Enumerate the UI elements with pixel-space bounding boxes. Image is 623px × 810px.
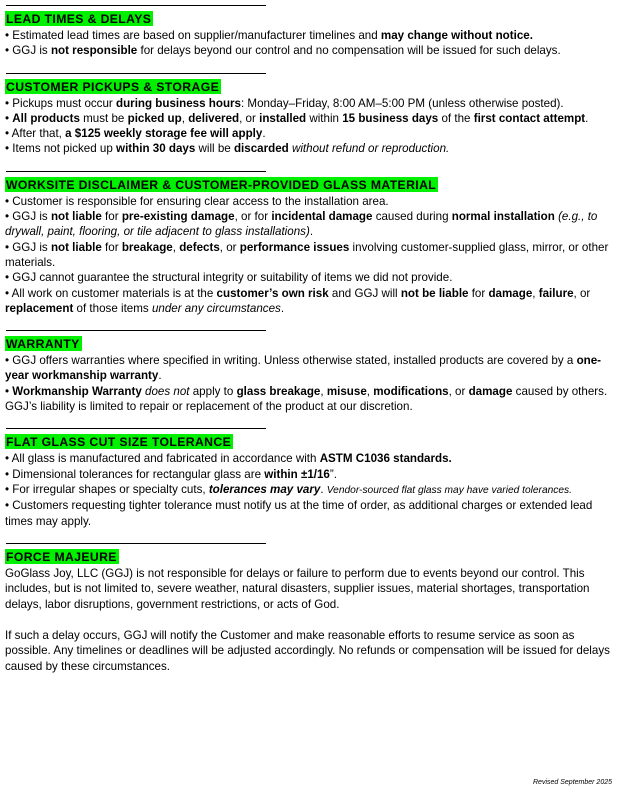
- text-run: Workmanship Warranty: [12, 384, 142, 398]
- text-run: • GGJ cannot guarantee the structural integrity or suitability of items we did not provide.: [5, 271, 453, 285]
- text-run: and GGJ will: [328, 286, 401, 300]
- text-run: , or: [239, 111, 260, 125]
- section-divider: [6, 330, 266, 331]
- list-item: [5, 43, 615, 58]
- section-cut-tolerance: [5, 428, 615, 528]
- text-run: All products: [12, 111, 80, 125]
- text-run: .: [262, 127, 266, 141]
- section-divider: [6, 73, 266, 74]
- text-run: .: [320, 482, 327, 496]
- text-run: modifications: [373, 384, 449, 398]
- revision-note: Revised September 2025: [533, 779, 612, 786]
- text-run: ”.: [329, 467, 337, 481]
- list-item: [5, 141, 615, 156]
- list-item: [5, 194, 615, 209]
- text-run: not liable: [50, 240, 102, 254]
- list-item: [5, 384, 615, 415]
- text-run: , or: [219, 240, 240, 254]
- text-run: tolerances may vary: [208, 482, 321, 496]
- text-run: does not: [145, 384, 190, 398]
- text-run: , or: [448, 384, 469, 398]
- section-divider: [6, 5, 266, 6]
- section-heading: FORCE MAJEURE: [6, 549, 117, 564]
- text-run: without refund or reproduction.: [291, 142, 450, 156]
- text-run: caused by others. GGJ’s liability is limited to repair or replacement of the product at our discretion.: [5, 384, 608, 414]
- text-run: during business hours: [116, 96, 241, 110]
- text-run: • All glass is manufactured and fabricated in accordance with: [5, 452, 320, 466]
- text-run: installed: [259, 111, 307, 125]
- section-divider: [6, 171, 266, 172]
- text-run: breakage: [121, 240, 173, 254]
- text-run: for delays beyond our control and no compensation will be issued for such delays.: [137, 44, 561, 58]
- text-run: , or for: [234, 210, 272, 224]
- text-run: 15 business days: [342, 111, 439, 125]
- text-run: damage: [468, 384, 513, 398]
- text-run: customer’s own risk: [216, 286, 329, 300]
- text-run: glass breakage: [236, 384, 321, 398]
- text-run: • All work on customer materials is at the: [5, 286, 217, 300]
- text-run: a $125 weekly storage fee will apply: [65, 127, 263, 141]
- text-run: damage: [488, 286, 533, 300]
- section-heading: CUSTOMER PICKUPS & STORAGE: [6, 79, 220, 94]
- text-run: involving customer-supplied glass, mirror, or other materials.: [5, 240, 609, 269]
- list-item: [5, 482, 615, 498]
- list-item: [5, 126, 615, 141]
- text-run: first contact attempt: [473, 111, 586, 125]
- text-run: delivered: [188, 111, 240, 125]
- text-run: misuse: [326, 384, 367, 398]
- text-run: • Estimated lead times are based on supplier/manufacturer timelines and: [5, 29, 381, 42]
- text-run: caused during: [372, 210, 452, 224]
- text-run: not be liable: [400, 286, 469, 300]
- text-run: may change without notice.: [380, 29, 533, 42]
- text-run: : Monday–Friday, 8:00 AM–5:00 PM (unless otherwise posted).: [240, 96, 564, 110]
- terms-document: [5, 5, 615, 688]
- text-run: will be: [195, 142, 234, 156]
- list-item: [5, 467, 615, 482]
- text-run: under any circumstances: [151, 301, 281, 315]
- text-run: • GGJ is: [5, 240, 51, 254]
- section-force-majeure: [5, 543, 615, 675]
- section-heading: FLAT GLASS CUT SIZE TOLERANCE: [6, 435, 232, 450]
- text-run: ,: [320, 384, 327, 398]
- text-run: incidental damage: [271, 210, 373, 224]
- section-divider: [6, 543, 266, 544]
- text-run: of those items: [73, 301, 152, 315]
- text-run: ASTM C1036 standards.: [319, 452, 452, 466]
- list-item: [5, 96, 615, 111]
- text-run: ,: [181, 111, 189, 125]
- text-run: picked up: [127, 111, 182, 125]
- text-run: ,: [366, 384, 374, 398]
- text-run: • For irregular shapes or specialty cuts,: [5, 482, 209, 496]
- text-run: .: [585, 111, 589, 125]
- text-run: defects: [179, 240, 220, 254]
- text-run: within: [306, 111, 343, 125]
- section-heading: WORKSITE DISCLAIMER & CUSTOMER-PROVIDED GLASS MATERIAL: [6, 177, 437, 192]
- text-run: not responsible: [50, 44, 138, 58]
- text-run: •: [5, 111, 13, 125]
- text-run: normal installation: [451, 210, 555, 224]
- list-item: [5, 286, 615, 317]
- list-item: [5, 209, 615, 240]
- text-run: • GGJ is: [5, 44, 51, 58]
- text-run: apply to: [189, 384, 237, 398]
- text-run: discarded: [233, 142, 289, 156]
- list-item: [5, 451, 615, 466]
- section-worksite-disclaimer: [5, 171, 615, 316]
- section-pickups-storage: [5, 73, 615, 157]
- text-run: (e.g., to drywall, paint, flooring, or tile adjacent to glass installations): [5, 210, 598, 239]
- text-run: pre-existing damage: [121, 210, 235, 224]
- list-item: [5, 240, 615, 271]
- list-item: [5, 498, 615, 529]
- section-heading: LEAD TIMES & DELAYS: [6, 12, 152, 26]
- text-run: Vendor-sourced flat glass may have varied tolerances.: [326, 484, 572, 496]
- paragraph: If such a delay occurs, GGJ will notify the Customer and make reasonable efforts to resume service as soon as possible. Any timelines or deadlines will be adjusted accordingly. No refunds or compensation will be issued for delays caused by these circumstances.: [5, 628, 610, 673]
- list-item: [5, 28, 615, 43]
- text-run: for: [101, 210, 122, 224]
- list-item: [5, 270, 615, 285]
- text-run: • Dimensional tolerances for rectangular glass are: [5, 467, 265, 481]
- text-run: • GGJ offers warranties where specified in writing. Unless otherwise stated, installed products are covered by a: [5, 354, 577, 368]
- text-run: ,: [172, 240, 180, 254]
- text-run: • Customers requesting tighter tolerance must notify us at the time of order, as additional charges or extended lead times may apply.: [5, 499, 593, 528]
- text-run: .: [309, 225, 314, 239]
- text-run: .: [280, 301, 285, 315]
- text-run: • Pickups must occur: [5, 96, 117, 110]
- text-run: ,: [532, 286, 539, 300]
- text-run: • Customer is responsible for ensuring clear access to the installation area.: [5, 194, 389, 208]
- section-heading: WARRANTY: [6, 337, 80, 352]
- text-run: .: [158, 369, 162, 383]
- text-run: , or: [573, 286, 591, 300]
- text-run: of the: [438, 111, 474, 125]
- section-lead-times: [5, 5, 615, 59]
- section-divider: [6, 428, 266, 429]
- text-run: for: [468, 286, 489, 300]
- text-run: performance issues: [239, 240, 350, 254]
- list-item: [5, 353, 615, 384]
- text-run: not liable: [50, 210, 102, 224]
- list-item: [5, 111, 615, 126]
- text-run: for: [101, 240, 122, 254]
- text-run: one-year workmanship warranty: [5, 354, 602, 383]
- text-run: within 30 days: [116, 142, 196, 156]
- text-run: • GGJ is: [5, 210, 51, 224]
- text-run: must be: [79, 111, 128, 125]
- text-run: • Items not picked up: [5, 142, 117, 156]
- section-warranty: [5, 330, 615, 414]
- text-run: within ±1/16: [264, 467, 330, 481]
- paragraph: GoGlass Joy, LLC (GGJ) is not responsible for delays or failure to perform due to events beyond our control. This includes, but is not limited to, severe weather, natural disasters, supplier issues, material shortages, transportation delays, labor disruptions, government restrictions, or acts of God.: [5, 566, 590, 612]
- text-run: •: [5, 384, 13, 398]
- text-run: replacement: [5, 301, 74, 315]
- text-run: • After that,: [5, 127, 66, 141]
- text-run: failure: [538, 286, 574, 300]
